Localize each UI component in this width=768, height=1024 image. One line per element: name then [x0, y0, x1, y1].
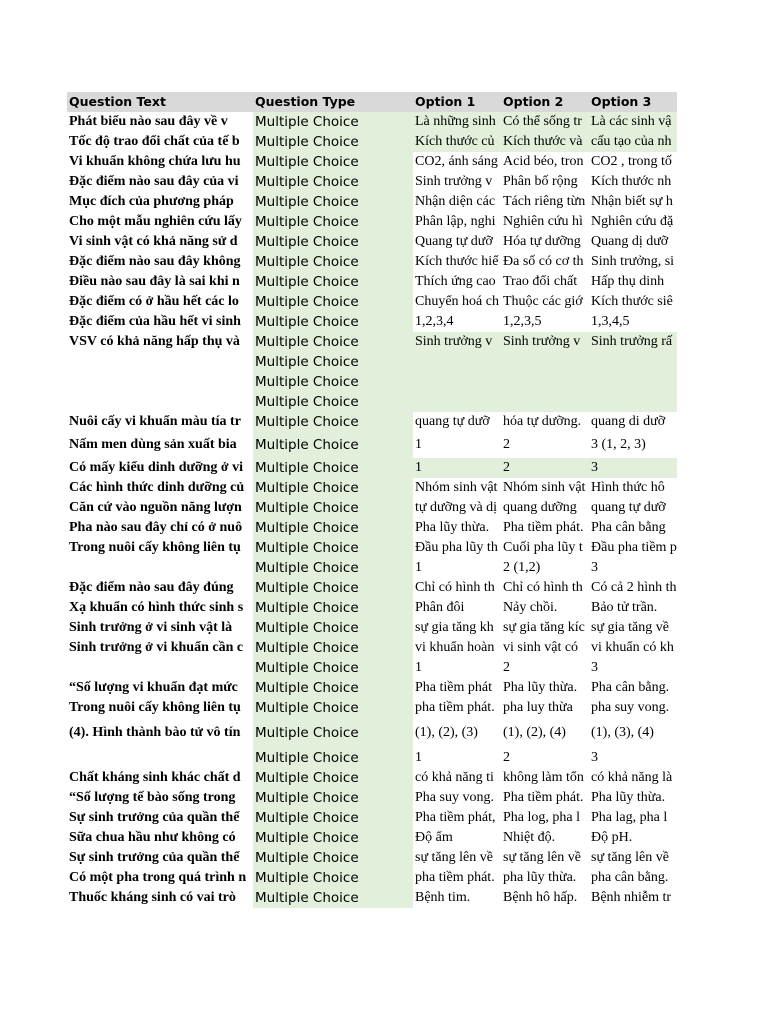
option-2-cell[interactable]: Pha log, pha l	[503, 810, 580, 825]
type-cell[interactable]: Multiple Choice	[253, 212, 413, 232]
option-2-cell[interactable]: Pha lũy thừa.	[503, 680, 578, 695]
option-2-cell[interactable]: Sinh trưởng v	[501, 332, 589, 352]
option-3-cell[interactable]: Đầu pha tiềm p	[591, 540, 677, 555]
type-cell[interactable]: Multiple Choice	[253, 498, 413, 518]
option-1-cell[interactable]: Là những sinh	[413, 112, 501, 132]
table-row	[67, 538, 677, 558]
table-row	[67, 748, 677, 768]
option-1-cell[interactable]: 1	[413, 458, 501, 478]
question-cell[interactable]: Pha nào sau đây chỉ có ở nuô	[69, 520, 243, 535]
type-cell[interactable]: Multiple Choice	[253, 768, 413, 788]
option-1-cell[interactable]: Pha lũy thừa.	[415, 520, 490, 535]
question-cell[interactable]	[67, 658, 253, 678]
type-cell[interactable]: Multiple Choice	[253, 132, 413, 152]
option-3-cell[interactable]: quang tự dưỡ	[591, 500, 666, 515]
table-row	[67, 132, 677, 152]
option-3-cell[interactable]: 3	[591, 660, 598, 675]
option-2-cell[interactable]: Hóa tự dưỡng	[503, 234, 581, 249]
type-cell[interactable]: Multiple Choice	[253, 412, 413, 432]
type-cell[interactable]: Multiple Choice	[253, 868, 413, 888]
option-3-cell[interactable]: Độ pH.	[591, 830, 633, 845]
question-cell[interactable]: Sữa chua hầu như không có	[69, 830, 236, 845]
option-2-cell[interactable]: pha lũy thừa.	[503, 870, 577, 885]
option-1-cell[interactable]: sự tăng lên về	[415, 850, 493, 865]
header-question-text[interactable]: Question Text	[67, 92, 253, 112]
option-3-cell[interactable]: pha suy vong.	[591, 700, 670, 715]
question-cell[interactable]: Chất kháng sinh khác chất d	[69, 770, 241, 785]
option-3-cell[interactable]: Bảo tử trần.	[591, 600, 658, 615]
table-row	[67, 192, 677, 212]
option-3-cell[interactable]: quang di dưỡ	[591, 414, 666, 429]
question-cell[interactable]: (4). Hình thành bào tử vô tín	[69, 725, 241, 740]
type-cell[interactable]: Multiple Choice	[253, 372, 413, 392]
type-cell[interactable]: Multiple Choice	[253, 808, 413, 828]
option-1-cell[interactable]: Pha tiềm phát,	[415, 810, 496, 825]
option-2-cell[interactable]: Nảy chồi.	[503, 600, 558, 615]
question-cell[interactable]: Tốc độ trao đổi chất của tế b	[69, 134, 240, 149]
option-1-cell[interactable]: 1,2,3,4	[415, 314, 454, 329]
option-1-cell[interactable]: Pha tiềm phát	[415, 680, 492, 695]
option-3-cell[interactable]: Quang dị dưỡ	[591, 234, 669, 249]
table-row	[67, 768, 677, 788]
option-1-cell[interactable]: Phân đôi	[415, 600, 465, 615]
option-2-cell[interactable]: Nghiên cứu hì	[503, 214, 583, 229]
type-cell[interactable]: Multiple Choice	[253, 252, 413, 272]
option-1-cell[interactable]: CO2, ánh sáng	[415, 154, 498, 169]
question-cell[interactable]: Xạ khuẩn có hình thức sinh s	[69, 600, 244, 615]
option-2-cell[interactable]: 2	[501, 458, 589, 478]
question-cell[interactable]: Trong nuôi cấy không liên tụ	[69, 540, 241, 555]
option-2-cell[interactable]: 2	[503, 437, 510, 452]
table-row	[67, 412, 677, 432]
type-cell[interactable]: Multiple Choice	[253, 172, 413, 192]
type-cell[interactable]: Multiple Choice	[253, 352, 413, 372]
option-2-cell[interactable]: quang dưỡng	[503, 500, 577, 515]
option-1-cell[interactable]: Đầu pha lũy th	[415, 540, 498, 555]
option-2-cell[interactable]: Thuộc các giớ	[503, 294, 583, 309]
type-cell[interactable]: Multiple Choice	[253, 788, 413, 808]
option-3-cell[interactable]: cấu tạo của nh	[589, 132, 677, 152]
option-1-cell[interactable]: Thích ứng cao	[415, 274, 496, 289]
table-row	[67, 868, 677, 888]
type-cell[interactable]: Multiple Choice	[253, 478, 413, 498]
option-2-cell[interactable]: Chỉ có hình th	[503, 580, 583, 595]
table-row	[67, 888, 677, 908]
option-2-cell[interactable]: 2	[503, 750, 510, 765]
type-cell[interactable]: Multiple Choice	[253, 658, 413, 678]
option-2-cell[interactable]	[501, 392, 589, 412]
option-3-cell[interactable]: CO2 , trong tố	[591, 154, 672, 169]
option-3-cell[interactable]: Có cả 2 hình th	[591, 580, 677, 595]
option-2-cell[interactable]: 1,2,3,5	[503, 314, 542, 329]
option-1-cell[interactable]: Chuyển hoá ch	[415, 294, 499, 309]
option-3-cell[interactable]: 1,3,4,5	[591, 314, 630, 329]
question-cell[interactable]: “Số lượng tế bào sống trong	[69, 790, 236, 805]
option-1-cell[interactable]: Pha suy vong.	[415, 790, 494, 805]
table-row	[67, 232, 677, 252]
question-cell[interactable]: Có một pha trong quá trình n	[69, 870, 247, 885]
option-2-cell[interactable]: Pha tiềm phát.	[503, 520, 584, 535]
option-2-cell[interactable]: Nhiệt độ.	[503, 830, 556, 845]
option-1-cell[interactable]: tự dưỡng và dị	[415, 500, 498, 515]
option-1-cell[interactable]: Sinh trưởng v	[415, 174, 493, 189]
option-1-cell[interactable]: Bệnh tim.	[415, 890, 471, 905]
table-row	[67, 212, 677, 232]
type-cell[interactable]: Multiple Choice	[253, 698, 413, 718]
spreadsheet	[67, 92, 677, 908]
option-3-cell[interactable]: 3	[591, 750, 598, 765]
option-1-cell[interactable]: Quang tự dưỡ	[415, 234, 493, 249]
option-1-cell[interactable]: Chỉ có hình th	[415, 580, 495, 595]
table-row	[67, 498, 677, 518]
question-cell[interactable]: Sự sinh trưởng của quần thể	[69, 810, 240, 825]
type-cell[interactable]: Multiple Choice	[253, 678, 413, 698]
option-1-cell[interactable]: 1	[415, 750, 422, 765]
table-row	[67, 618, 677, 638]
option-1-cell[interactable]	[413, 372, 501, 392]
option-1-cell[interactable]: Kích thước củ	[413, 132, 501, 152]
option-2-cell[interactable]: Acid béo, tron	[503, 154, 584, 169]
type-cell[interactable]: Multiple Choice	[253, 828, 413, 848]
option-1-cell[interactable]: 1	[415, 437, 422, 452]
option-3-cell[interactable]: Nhận biết sự h	[591, 194, 673, 209]
option-3-cell[interactable]: pha cân bằng.	[591, 870, 669, 885]
question-cell[interactable]: Vi khuẩn không chứa lưu hu	[69, 154, 241, 169]
question-cell[interactable]	[67, 372, 253, 392]
option-3-cell[interactable]: sự tăng lên về	[591, 850, 669, 865]
question-cell[interactable]: Cho một mẫu nghiên cứu lấy	[69, 214, 242, 229]
option-2-cell[interactable]: Có thể sống tr	[501, 112, 589, 132]
header-option-1[interactable]: Option 1	[413, 92, 501, 112]
type-cell[interactable]: Multiple Choice	[253, 112, 413, 132]
option-3-cell[interactable]: vi khuẩn có kh	[591, 640, 674, 655]
option-1-cell[interactable]: 1	[415, 560, 422, 575]
option-2-cell[interactable]	[501, 372, 589, 392]
type-cell[interactable]: Multiple Choice	[253, 618, 413, 638]
option-2-cell[interactable]: Kích thước và	[501, 132, 589, 152]
table-row	[67, 678, 677, 698]
type-cell[interactable]: Multiple Choice	[253, 332, 413, 352]
question-cell[interactable]: Nuôi cấy vi khuẩn màu tía tr	[69, 414, 241, 429]
option-3-cell[interactable]: sự gia tăng về	[591, 620, 669, 635]
question-cell[interactable]	[67, 558, 253, 578]
question-cell[interactable]: “Số lượng vi khuẩn đạt mức	[69, 680, 238, 695]
table-row	[67, 292, 677, 312]
table-row	[67, 352, 677, 372]
type-cell[interactable]: Multiple Choice	[253, 432, 413, 458]
question-cell[interactable]: Sinh trưởng ở vi sinh vật là	[69, 620, 233, 635]
table-row	[67, 172, 677, 192]
table-row	[67, 272, 677, 292]
table-row	[67, 372, 677, 392]
header-option-3[interactable]: Option 3	[589, 92, 677, 112]
table-row	[67, 638, 677, 658]
option-2-cell[interactable]: Bệnh hô hấp.	[503, 890, 578, 905]
type-cell[interactable]: Multiple Choice	[253, 232, 413, 252]
option-3-cell[interactable]: Kích thước nh	[591, 174, 672, 189]
type-cell[interactable]: Multiple Choice	[253, 558, 413, 578]
option-3-cell[interactable]: Nghiên cứu đặ	[591, 214, 674, 229]
option-2-cell[interactable]: Nhóm sinh vật	[503, 480, 586, 495]
type-cell[interactable]: Multiple Choice	[253, 192, 413, 212]
option-3-cell[interactable]: Hấp thụ dinh	[591, 274, 665, 289]
type-cell[interactable]: Multiple Choice	[253, 578, 413, 598]
option-3-cell[interactable]: Pha cân bằng.	[591, 680, 670, 695]
option-1-cell[interactable]: Kích thước hiể	[415, 254, 499, 269]
option-3-cell[interactable]: Pha cân bằng	[591, 520, 666, 535]
question-cell[interactable]: Căn cứ vào nguồn năng lượn	[69, 500, 242, 515]
type-cell[interactable]: Multiple Choice	[253, 458, 413, 478]
question-cell[interactable]: Điều nào sau đây là sai khi n	[69, 274, 240, 289]
table-row	[67, 478, 677, 498]
table-row	[67, 808, 677, 828]
type-cell[interactable]: Multiple Choice	[253, 272, 413, 292]
question-cell[interactable]	[67, 352, 253, 372]
option-3-cell[interactable]	[589, 372, 677, 392]
question-cell[interactable]	[67, 392, 253, 412]
table-row	[67, 432, 677, 458]
question-cell[interactable]: Phát biểu nào sau đây về v	[69, 114, 228, 129]
question-cell[interactable]: Nấm men dùng sản xuất bia	[69, 437, 237, 452]
option-2-cell[interactable]: vi sinh vật có	[503, 640, 579, 655]
table-row	[67, 658, 677, 678]
table-row	[67, 848, 677, 868]
type-cell[interactable]: Multiple Choice	[253, 312, 413, 332]
option-2-cell[interactable]: hóa tự dưỡng.	[503, 414, 582, 429]
option-2-cell[interactable]: 2	[503, 660, 510, 675]
type-cell[interactable]: Multiple Choice	[253, 888, 413, 908]
option-1-cell[interactable]: pha tiềm phát.	[415, 870, 495, 885]
type-cell[interactable]: Multiple Choice	[253, 718, 413, 748]
question-cell[interactable]: Vi sinh vật có khả năng sử d	[69, 234, 238, 249]
option-1-cell[interactable]: Nhóm sinh vật	[415, 480, 498, 495]
type-cell[interactable]: Multiple Choice	[253, 518, 413, 538]
option-2-cell[interactable]: Trao đổi chất	[503, 274, 578, 289]
question-cell[interactable]: Đặc điểm có ở hầu hết các lo	[69, 294, 239, 309]
question-cell[interactable]: Đặc điểm nào sau đây đúng	[69, 580, 234, 595]
option-2-cell[interactable]: 2 (1,2)	[503, 560, 541, 575]
option-3-cell[interactable]: 3	[589, 458, 677, 478]
question-cell[interactable]: Sinh trưởng ở vi khuẩn cần c	[69, 640, 244, 655]
option-2-cell[interactable]: (1), (2), (4)	[503, 725, 566, 740]
question-cell[interactable]: Mục đích của phương pháp	[69, 194, 234, 209]
table-body	[67, 112, 677, 908]
table-row	[67, 152, 677, 172]
table-row	[67, 458, 677, 478]
option-3-cell[interactable]: Pha lũy thừa.	[591, 790, 666, 805]
option-1-cell[interactable]: pha tiềm phát.	[415, 700, 495, 715]
table-row	[67, 252, 677, 272]
header-row	[67, 92, 677, 112]
option-1-cell[interactable]: có khả năng ti	[415, 770, 494, 785]
option-1-cell[interactable]: 1	[415, 660, 422, 675]
question-cell[interactable]: Đặc điểm nào sau đây không	[69, 254, 241, 269]
option-1-cell[interactable]	[413, 352, 501, 372]
type-cell[interactable]: Multiple Choice	[253, 598, 413, 618]
option-1-cell[interactable]: vi khuẩn hoàn	[415, 640, 495, 655]
table-row	[67, 312, 677, 332]
question-cell[interactable]: Các hình thức dinh dưỡng củ	[69, 480, 245, 495]
option-2-cell[interactable]: pha luy thừa	[503, 700, 573, 715]
option-3-cell[interactable]: có khả năng là	[591, 770, 673, 785]
option-1-cell[interactable]	[413, 392, 501, 412]
table-row	[67, 598, 677, 618]
option-1-cell[interactable]: quang tự dưỡ	[415, 414, 490, 429]
table-row	[67, 698, 677, 718]
header-option-2[interactable]: Option 2	[501, 92, 589, 112]
header-question-type[interactable]: Question Type	[253, 92, 413, 112]
option-2-cell[interactable]	[501, 352, 589, 372]
table-row	[67, 518, 677, 538]
question-cell[interactable]: Thuốc kháng sinh có vai trò	[69, 890, 236, 905]
type-cell[interactable]: Multiple Choice	[253, 538, 413, 558]
option-2-cell[interactable]: Phân bố rộng	[503, 174, 578, 189]
option-3-cell[interactable]: 3	[591, 560, 598, 575]
type-cell[interactable]: Multiple Choice	[253, 748, 413, 768]
option-1-cell[interactable]: Sinh trưởng v	[413, 332, 501, 352]
table-row	[67, 332, 677, 352]
option-3-cell[interactable]: (1), (3), (4)	[591, 725, 654, 740]
option-1-cell[interactable]: (1), (2), (3)	[415, 725, 478, 740]
option-3-cell[interactable]	[589, 352, 677, 372]
question-cell[interactable]	[67, 748, 253, 768]
question-cell[interactable]: Trong nuôi cấy không liên tụ	[69, 700, 241, 715]
type-cell[interactable]: Multiple Choice	[253, 848, 413, 868]
table-row	[67, 558, 677, 578]
table-row	[67, 392, 677, 412]
question-cell[interactable]: Đặc điểm nào sau đây của vi	[69, 174, 239, 189]
type-cell[interactable]: Multiple Choice	[253, 292, 413, 312]
option-2-cell[interactable]: Tách riêng từn	[503, 194, 586, 209]
option-2-cell[interactable]: Đa số có cơ th	[503, 254, 584, 269]
option-3-cell[interactable]: Sinh trưởng rấ	[589, 332, 677, 352]
option-2-cell[interactable]: Pha tiềm phát.	[503, 790, 584, 805]
option-3-cell[interactable]: 3 (1, 2, 3)	[591, 437, 646, 452]
option-3-cell[interactable]: Là các sinh vậ	[589, 112, 677, 132]
table-row	[67, 828, 677, 848]
option-1-cell[interactable]: Nhận diện các	[415, 194, 496, 209]
type-cell[interactable]: Multiple Choice	[253, 392, 413, 412]
option-3-cell[interactable]: Kích thước siê	[591, 294, 673, 309]
type-cell[interactable]: Multiple Choice	[253, 152, 413, 172]
option-2-cell[interactable]: không làm tổn	[503, 770, 584, 785]
question-cell[interactable]: Sự sinh trưởng của quần thể	[69, 850, 240, 865]
option-2-cell[interactable]: sự tăng lên về	[503, 850, 581, 865]
option-1-cell[interactable]: sự gia tăng kh	[415, 620, 494, 635]
option-1-cell[interactable]: Độ ẩm	[415, 830, 453, 845]
question-cell[interactable]: Có mấy kiểu dinh dưỡng ở vi	[69, 460, 244, 475]
question-cell[interactable]: Đặc điểm của hầu hết vi sinh	[69, 314, 241, 329]
option-3-cell[interactable]	[589, 392, 677, 412]
option-2-cell[interactable]: sự gia tăng kíc	[503, 620, 585, 635]
option-1-cell[interactable]: Phân lập, nghi	[415, 214, 496, 229]
question-cell[interactable]: VSV có khả năng hấp thụ và	[69, 334, 240, 349]
option-3-cell[interactable]: Sinh trưởng, si	[591, 254, 675, 269]
table-row	[67, 578, 677, 598]
option-3-cell[interactable]: Hình thức hô	[591, 480, 665, 495]
table-row	[67, 788, 677, 808]
type-cell[interactable]: Multiple Choice	[253, 638, 413, 658]
table-row	[67, 112, 677, 132]
table-row	[67, 718, 677, 748]
option-2-cell[interactable]: Cuối pha lũy t	[503, 540, 583, 555]
option-3-cell[interactable]: Pha lag, pha l	[591, 810, 668, 825]
option-3-cell[interactable]: Bệnh nhiễm tr	[591, 890, 672, 905]
